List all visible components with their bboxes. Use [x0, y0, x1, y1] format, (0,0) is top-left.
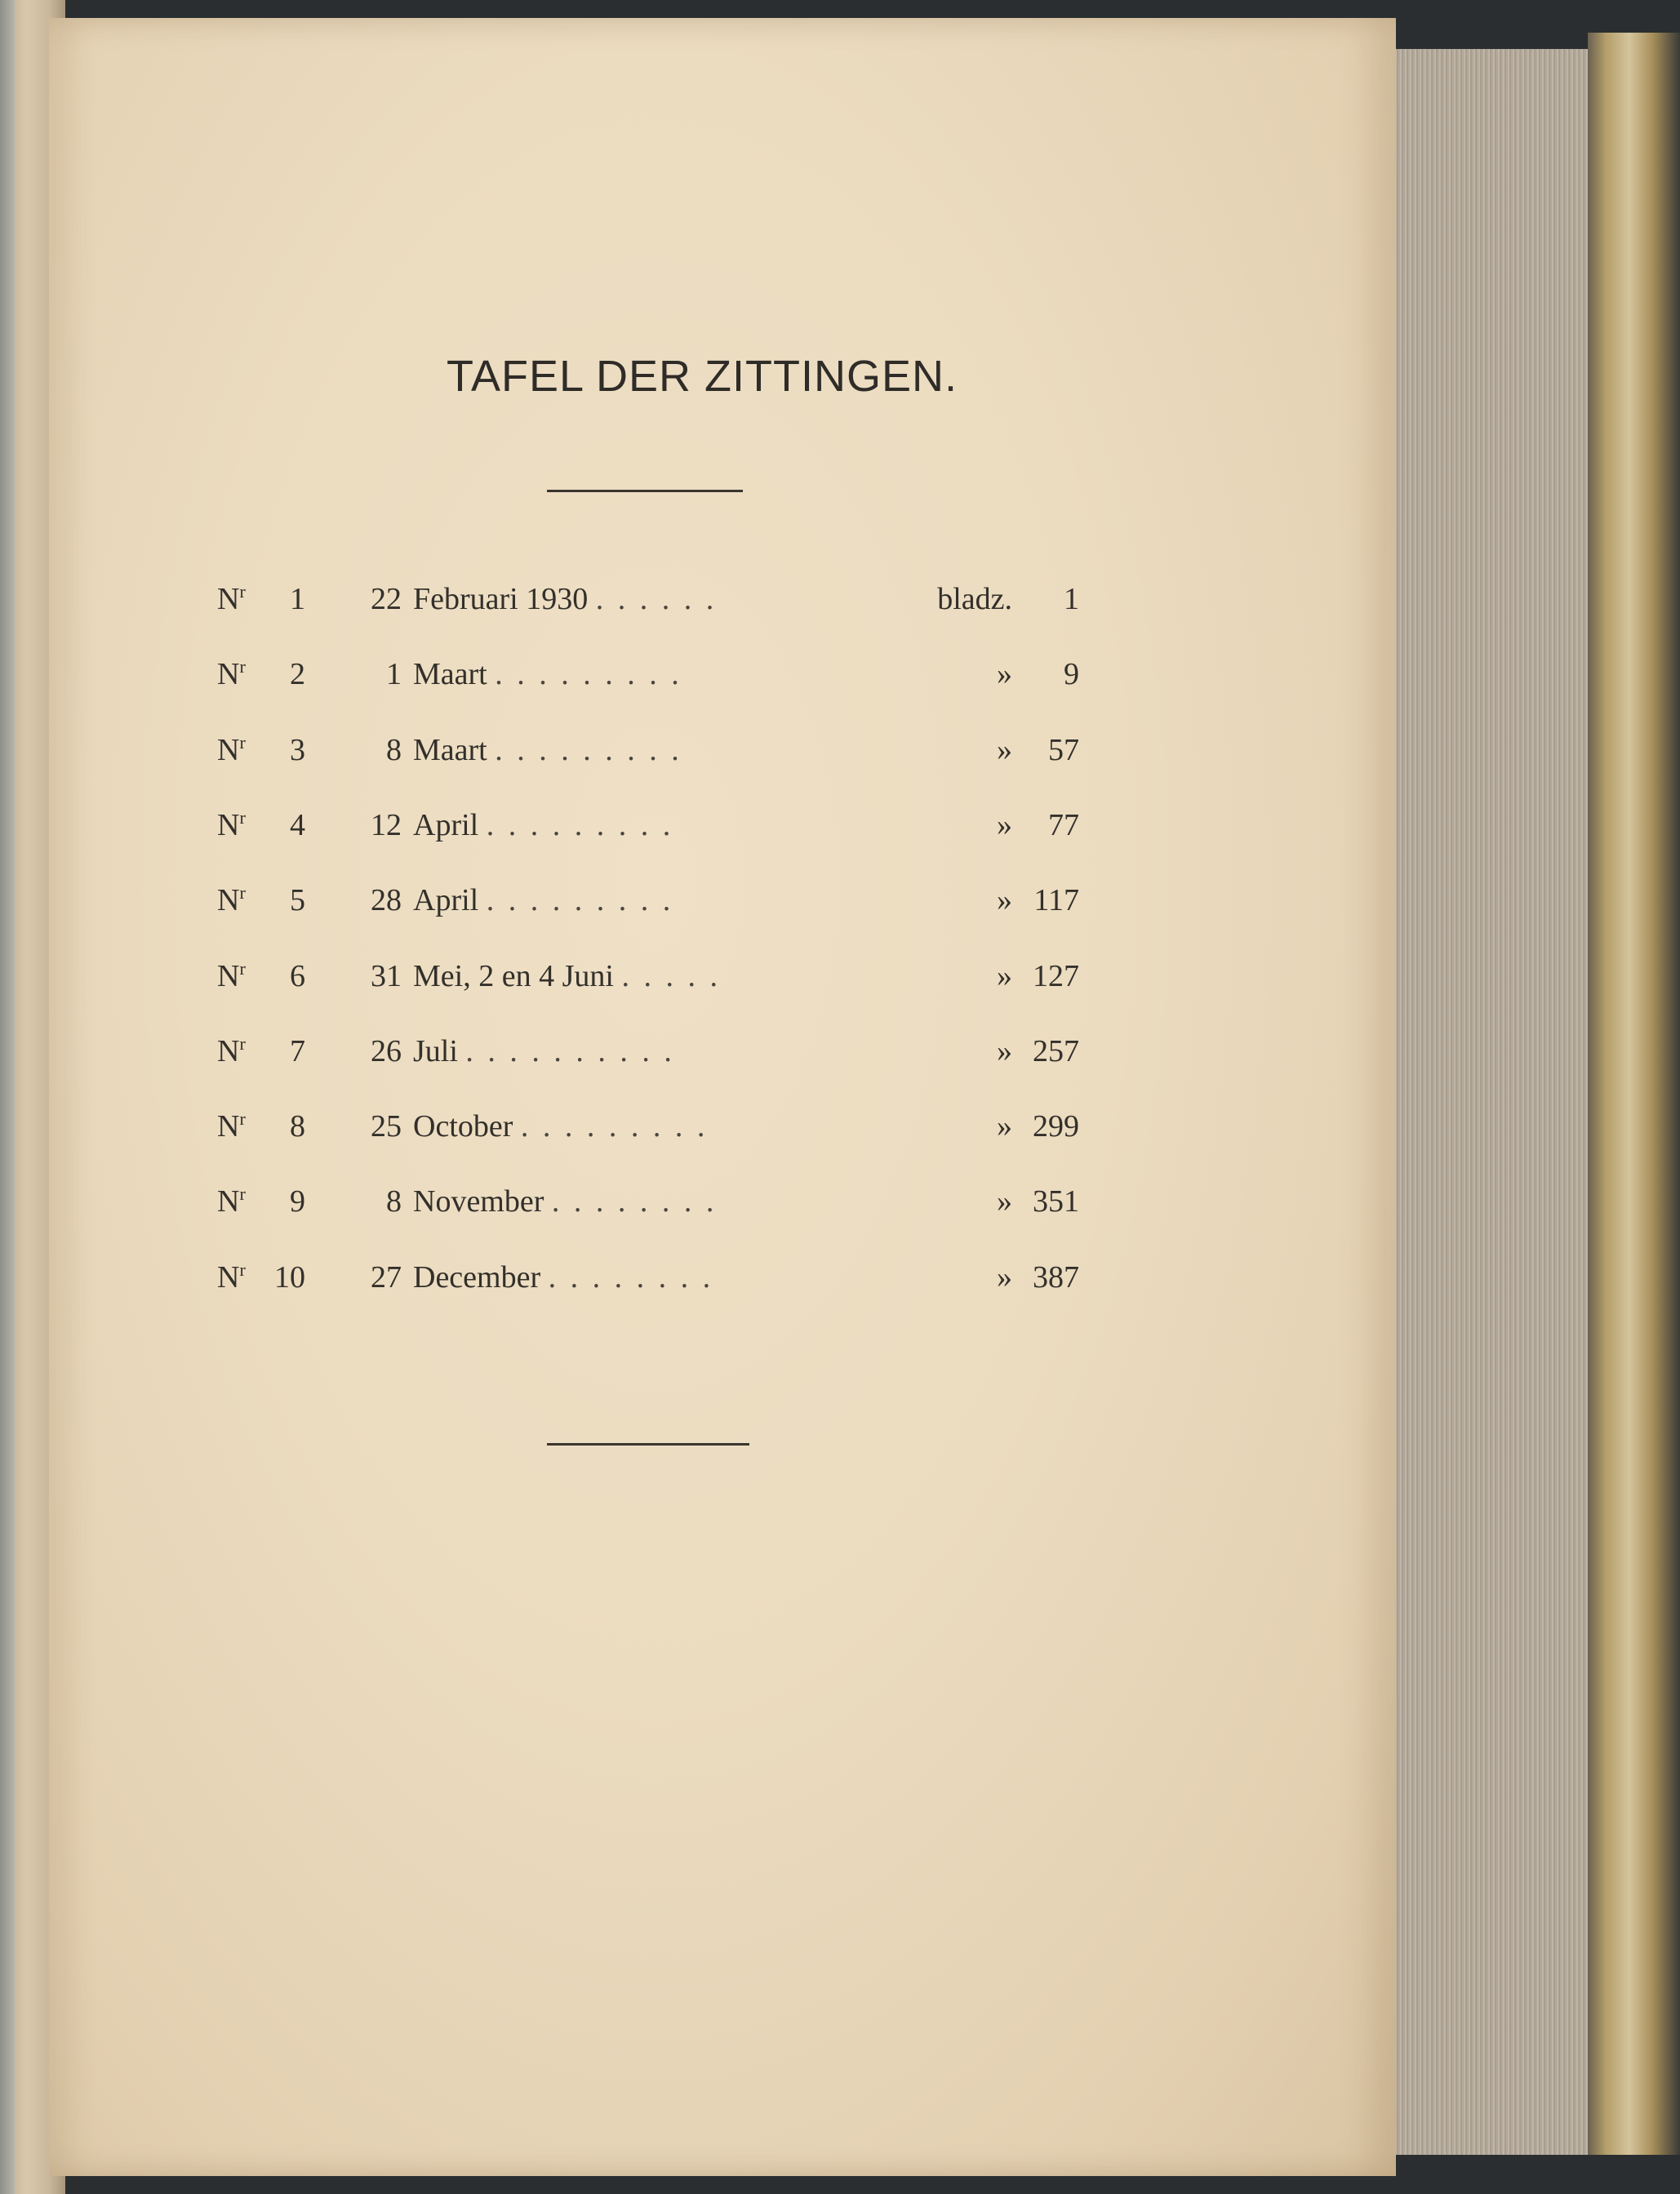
leader-dots: . . . . . .	[595, 582, 718, 616]
entry-day: 1	[386, 657, 402, 692]
entry-prefix: $N^r$	[217, 806, 246, 842]
entry-date-text: Februari 1930	[413, 582, 589, 616]
toc-entry	[0, 581, 1143, 630]
toc-entry	[0, 807, 1143, 856]
entry-day: 28	[371, 883, 402, 918]
entry-page-number: 57	[1048, 732, 1079, 767]
entry-page-number: 9	[1064, 657, 1079, 692]
entry-date	[362, 1108, 708, 1144]
entry-number: 5	[290, 883, 305, 918]
book-cover-edge	[1588, 33, 1680, 2155]
leader-dots: . . . . .	[621, 958, 721, 993]
entry-ref: »	[997, 883, 1012, 918]
toc-entry	[0, 882, 1143, 931]
entry-day: 8	[386, 1184, 402, 1219]
entry-ref: bladz.	[937, 582, 1012, 616]
entry-date	[362, 732, 682, 768]
entry-page-number: 1	[1064, 582, 1079, 616]
entry-day: 25	[371, 1109, 402, 1144]
leader-dots: . . . . . . . . .	[495, 732, 682, 767]
entry-number: 2	[290, 657, 305, 692]
entry-date-text: Juli	[413, 1033, 458, 1068]
entry-number: 9	[290, 1184, 305, 1219]
entry-number: 1	[290, 582, 305, 616]
entry-date-text: December	[413, 1259, 541, 1295]
entry-prefix: $N^r$	[217, 731, 246, 767]
entry-date	[362, 1033, 675, 1069]
entry-page-number: 299	[1033, 1109, 1079, 1144]
toc-entry	[0, 1184, 1143, 1232]
toc-entry	[0, 958, 1143, 1007]
entry-ref: »	[997, 1109, 1012, 1144]
entry-date-text: October	[413, 1109, 513, 1144]
leader-dots: . . . . . . . . .	[486, 807, 674, 842]
entry-date	[362, 958, 721, 994]
toc-entry	[0, 1259, 1143, 1308]
entry-ref: »	[997, 657, 1012, 692]
entry-prefix: $N^r$	[217, 1184, 246, 1219]
entry-number: 8	[290, 1109, 305, 1144]
entry-ref: »	[997, 1184, 1012, 1219]
entry-date-text: Mei, 2 en 4 Juni	[413, 958, 614, 993]
entry-number: 3	[290, 732, 305, 767]
entry-prefix: $N^r$	[217, 581, 246, 616]
leader-dots: . . . . . . . .	[551, 1184, 718, 1219]
book-page	[49, 18, 1396, 2176]
entry-date	[362, 1184, 717, 1219]
entry-date	[362, 581, 717, 617]
entry-number: 7	[290, 1033, 305, 1068]
entry-prefix: $N^r$	[217, 1033, 246, 1068]
entry-date-text: Maart	[413, 657, 487, 692]
entry-day: 26	[371, 1033, 402, 1068]
entry-number: 10	[274, 1259, 305, 1295]
entry-day: 12	[371, 807, 402, 842]
leader-dots: . . . . . . . . . .	[465, 1033, 675, 1068]
entry-date	[362, 1259, 713, 1295]
entry-page-number: 387	[1033, 1259, 1079, 1295]
bottom-divider	[547, 1443, 749, 1446]
entry-prefix: $N^r$	[217, 656, 246, 692]
entry-page-number: 351	[1033, 1184, 1079, 1219]
entry-page-number: 117	[1033, 883, 1079, 918]
entry-ref: »	[997, 807, 1012, 842]
entry-ref: »	[997, 1259, 1012, 1295]
entry-number: 6	[290, 958, 305, 993]
entry-date	[362, 807, 673, 843]
entry-prefix: $N^r$	[217, 882, 246, 918]
leader-dots: . . . . . . . .	[548, 1259, 714, 1295]
binding-cloth	[0, 0, 15, 2194]
leader-dots: . . . . . . . . .	[520, 1109, 709, 1144]
entry-ref: »	[997, 732, 1012, 767]
toc-entry	[0, 656, 1143, 705]
entry-day: 8	[386, 732, 402, 767]
entry-prefix: $N^r$	[217, 1259, 246, 1295]
leader-dots: . . . . . . . . .	[495, 657, 682, 692]
toc-entry	[0, 732, 1143, 781]
entry-date-text: Maart	[413, 732, 487, 767]
entry-number: 4	[290, 807, 305, 842]
entry-page-number: 77	[1048, 807, 1079, 842]
entry-ref: »	[997, 958, 1012, 993]
page-title: TAFEL DER ZITTINGEN.	[446, 352, 958, 401]
entry-date-text: November	[413, 1184, 544, 1219]
entry-day: 22	[371, 582, 402, 616]
entry-day: 31	[371, 958, 402, 993]
entry-ref: »	[997, 1033, 1012, 1068]
entry-prefix: $N^r$	[217, 957, 246, 993]
entry-page-number: 127	[1033, 958, 1079, 993]
entry-date-text: April	[413, 807, 479, 842]
toc-entry	[0, 1033, 1143, 1082]
entry-page-number: 257	[1033, 1033, 1079, 1068]
entry-date	[362, 656, 682, 692]
entry-date	[362, 882, 673, 918]
top-divider	[547, 490, 743, 492]
entry-day: 27	[371, 1259, 402, 1295]
toc-entry	[0, 1108, 1143, 1157]
entry-prefix: $N^r$	[217, 1108, 246, 1144]
entry-date-text: April	[413, 883, 479, 918]
page-stack-edge	[1380, 49, 1592, 2155]
leader-dots: . . . . . . . . .	[486, 883, 674, 918]
